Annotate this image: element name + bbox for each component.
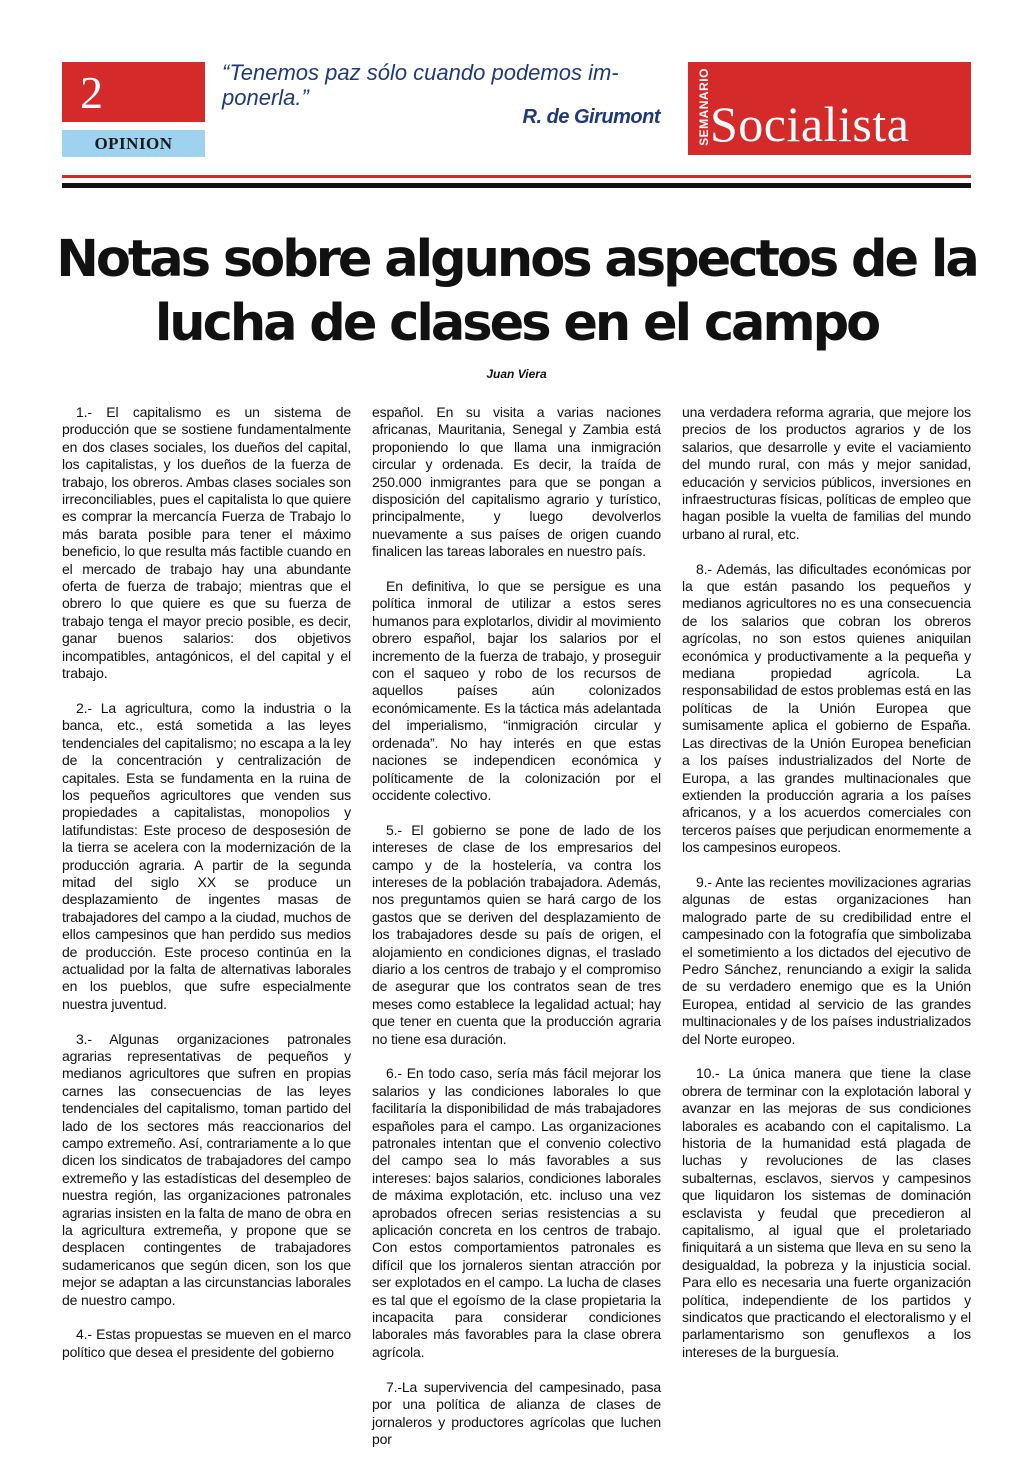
header-rule-black [62,183,971,188]
article-column-3 [682,404,971,1379]
paragraph-4-continued: español. En su visita a varias naciones africanas, Mauritania, Senegal y Zambia está proponiendo lo que llama una inmigración circular y ordenada. Es decir, la traída de 250.000 inmigrantes para que se pongan a disposición del capitalismo agrario y turístico, principalmente, y luego devolverlos nuevamente a sus países de origen cuando finalicen las tareas laborales en nuestro país. [372,404,661,560]
paragraph-2: 2.- La agricultura, como la industria o la banca, etc., está sometida a las leyes tendenciales del capitalismo; no escapa a la ley de la concentración y centralización de capitales. Esta se fundamenta en la ruina de los pequeños agricultores que venden sus propiedades a capitalistas, monopolios y latifundistas: Este proceso de desposesión de la tierra se acelera con la modernización de la producción agraria. A partir de la segunda mitad del siglo XX se produce un desplazamiento de ingentes masas de trabajadores del campo a la ciudad, muchos de ellos campesinos que han perdido sus medios de producción. Este proceso continúa en la actualidad por la falta de alternativas laborales en los pueblos, que sufre especialmente nuestra juventud. [62,699,351,1012]
paragraph-1: 1.- El capitalismo es un sistema de producción que se sostiene fundamentalmente en dos clases sociales, los dueños del capital, los capitalistas, y los dueños de la fuerza de trabajo, los obreros. Ambas clases sociales son irreconciliables, pues el capitalista lo que quiere es comprar la mercancía Fuerza de Trabajo lo más barata posible para tener el máximo beneficio, lo que resulta más factible cuando en el mercado de trabajo hay una abundante oferta de fuerza de trabajo; mientras que el obrero lo que quiere es que su fuerza de trabajo tenga el mayor precio posible, es decir, ganar buenos salarios: dos objetivos incompatibles, antagónicos, el del capital y el trabajo. [62,404,351,682]
page-number: 2 [62,62,205,122]
paragraph-8: 8.- Además, las dificultades económicas por la que están pasando los pequeños y medianos agricultores no es una consecuencia de los salarios que cobran los obreros agrícolas, no son estos quienes aniquilan económica y productivamente a la pequeña y mediana propiedad agrícola. La responsabilidad de estos problemas está en las políticas de la Unión Europea que sumisamente aplica el gobierno de España. Las directivas de la Unión Europea benefician a los países industrializados del Norte de Europa, a las grandes multinacionales que extienden la producción agraria a los países africanos, y a los acuerdos comerciales con terceros países que perjudican enormemente a los campesinos europeos. [682,560,971,856]
paragraph-9: 9.- Ante las recientes movilizaciones agrarias algunas de estas organizaciones han malogrado parte de su credibilidad entre el campesinado con la fotografía que simbolizaba el sometimiento a los dictados del ejecutivo de Pedro Sánchez, renunciando a exigir la salida de su verdadero enemigo que es la Unión Europea, entidad al servicio de las grandes multinacionales y de los países industrializados del Norte europeo. [682,873,971,1047]
section-label: OPINION [62,130,205,157]
paragraph-3: 3.- Algunas organizaciones patronales agrarias representativas de pequeños y medianos agricultores que sufren en propias carnes las consecuencias de las leyes tendenciales del capitalismo, toman partido del lado de los sectores más reaccionarios del campo extremeño. Así, contrariamente a lo que dicen los sindicatos de trabajadores del campo extremeño y las estadísticas del desempleo de nuestra región, las organizaciones patronales agrarias insisten en la falta de mano de obra en la agricultura extremeña, y propone que se desplacen contingentes de trabajadores sudamericanos que según dicen, son los que mejor se adaptan a las circunstancias laborales de nuestro campo. [62,1030,351,1308]
masthead-semanario: SEMANARIO [697,68,711,146]
article-column-2 [372,404,661,1466]
epigraph-quote [222,60,652,110]
article-column-1 [62,404,351,1379]
paragraph-5: 5.- El gobierno se pone de lado de los intereses de clase de los empresarios del campo y de la hostelería, va contra los intereses de la población trabajadora. Además, nos preguntamos quien se hará cargo de los gastos que se deriven del desplazamiento de los trabajadores desde su país de origen, el alojamiento en condiciones dignas, el traslado diario a los centros de trabajo y el compromiso de asegurar que los contratos sean de tres meses como establece la legalidad actual; hay que tener en cuenta que la producción agraria no tiene esa duración. [372,821,661,1047]
masthead-name: Socialista [710,96,910,152]
paragraph-7-continued: una verdadera reforma agraria, que mejore los precios de los productos agrarios y de los salarios, que desarrolle y evite el vaciamiento del mundo rural, con más y mejor sanidad, educación y servicios públicos, inversiones en infraestructuras físicas, políticas de empleo que hagan posible la vuelta de familias del mundo urbano al rural, etc. [682,404,971,542]
paragraph-4-start: 4.- Estas propuestas se mueven en el marco político que desea el presidente del gobierno [62,1326,351,1360]
quote-line-1: “Tenemos paz sólo cuando podemos im- [222,60,619,85]
article-byline: Juan Viera [486,367,547,381]
paragraph-4b: En definitiva, lo que se persigue es una política inmoral de utilizar a estos seres humanos para explotarlos, dividir al movimiento obrero español, bajar los salarios por el incremento de la fuerza de trabajo, y proseguir con el saqueo y robo de los recursos de aquellos países aún colonizados económicamente. Es la táctica más adelantada del imperialismo, “inmigración circular y ordenada”. No hay interés en que estas naciones se independicen económica y políticamente de la colonización por el occidente colectivo. [372,578,661,803]
paragraph-10: 10.- La única manera que tiene la clase obrera de terminar con la explotación laboral y avanzar en las mejoras de sus condiciones laborales es acabando con el capitalismo. La historia de la humanidad está plagada de luchas y revoluciones de las clases subalternas, esclavos, siervos y campesinos que liquidaron los sistemas de dominación esclavista y feudal que precedieron al capitalismo, al igual que el proletariado finiquitará a un sistema que lleva en su seno la desigualdad, la pobreza y la injusticia social. Para ello es necesaria una fuerte organización política, independiente de los partidos y sindicatos que practicando el electoralismo y el parlamentarismo son genuflexos a los intereses de la burguesía. [682,1065,971,1360]
header-rule-red [62,175,971,178]
article-title-line-1: Notas sobre algunos aspectos de la [56,230,977,289]
masthead-logo [688,62,971,155]
paragraph-7-start: 7.-La supervivencia del campesinado, pasa por una política de alianza de clases de jornaleros y productores agrícolas que luchen por [372,1378,661,1447]
paragraph-6: 6.- En todo caso, sería más fácil mejorar los salarios y las condiciones laborales lo que facilitaría la disponibilidad de más trabajadores españoles para el campo. Las organizaciones patronales intentan que el convenio colectivo del campo sea lo más favorables a sus intereses: bajos salarios, condiciones laborales de máxima explotación, etc. incluso una vez aprobados ofrecen serias resistencias a su aplicación concreta en los centros de trabajo. Con estos comportamientos patronales es difícil que los jornaleros sientan atracción por ser explotados en el campo. La lucha de clases es tal que el egoísmo de la clase propietaria la incapacita para considerar condiciones laborales más favorables para la clase obrera agrícola. [372,1065,661,1360]
article-title [40,228,993,356]
quote-author: R. de Girumont [522,106,660,128]
article-title-line-2: lucha de clases en el campo [154,294,879,353]
quote-line-2: ponerla.” [222,85,309,110]
